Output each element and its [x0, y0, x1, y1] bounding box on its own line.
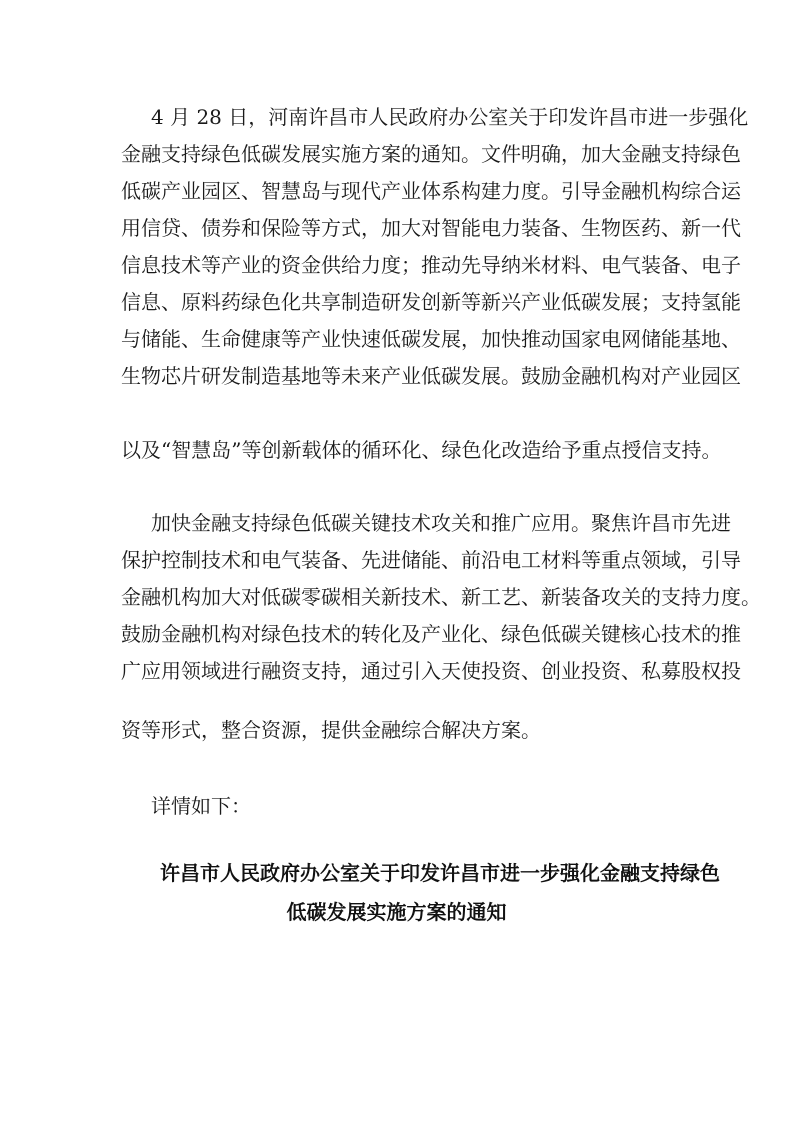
paragraph-1-line-7: 与储能、生命健康等产业快速低碳发展，加快推动国家电网储能基地、 [121, 327, 741, 351]
paragraph-2-line-6: 资等形式，整合资源，提供金融综合解决方案。 [121, 718, 541, 742]
paragraph-1-line-9: 以及“智慧岛”等创新载体的循环化、绿色化改造给予重点授信支持。 [121, 438, 722, 462]
details-intro: 详情如下： [151, 794, 251, 818]
paragraph-2-line-4: 鼓励金融机构对绿色技术的转化及产业化、绿色低碳关键核心技术的推 [121, 622, 741, 646]
paragraph-1-line-2: 金融支持绿色低碳发展实施方案的通知。文件明确，加大金融支持绿色 [121, 142, 741, 166]
paragraph-2-line-2: 保护控制技术和电气装备、先进储能、前沿电工材料等重点领域，引导 [121, 548, 741, 572]
paragraph-2-line-3: 金融机构加大对低碳零碳相关新技术、新工艺、新装备攻关的支持力度。 [121, 585, 761, 609]
notice-title-line-2: 低碳发展实施方案的通知 [286, 900, 507, 924]
paragraph-2-line-5: 广应用领域进行融资支持，通过引入天使投资、创业投资、私募股权投 [121, 659, 741, 683]
paragraph-1-line-1: 4 月 28 日，河南许昌市人民政府办公室关于印发许昌市进一步强化 [151, 105, 749, 129]
paragraph-1-line-5: 信息技术等产业的资金供给力度；推动先导纳米材料、电气装备、电子 [121, 253, 741, 277]
notice-title-line-1: 许昌市人民政府办公室关于印发许昌市进一步强化金融支持绿色 [160, 861, 720, 885]
paragraph-1-line-4: 用信贷、债券和保险等方式，加大对智能电力装备、生物医药、新一代 [121, 216, 741, 240]
paragraph-1-line-8: 生物芯片研发制造基地等未来产业低碳发展。鼓励金融机构对产业园区 [121, 364, 741, 388]
paragraph-1-line-3: 低碳产业园区、智慧岛与现代产业体系构建力度。引导金融机构综合运 [121, 179, 741, 203]
paragraph-2-line-1: 加快金融支持绿色低碳关键技术攻关和推广应用。聚焦许昌市先进 [151, 511, 731, 535]
paragraph-1-line-6: 信息、原料药绿色化共享制造研发创新等新兴产业低碳发展；支持氢能 [121, 290, 741, 314]
